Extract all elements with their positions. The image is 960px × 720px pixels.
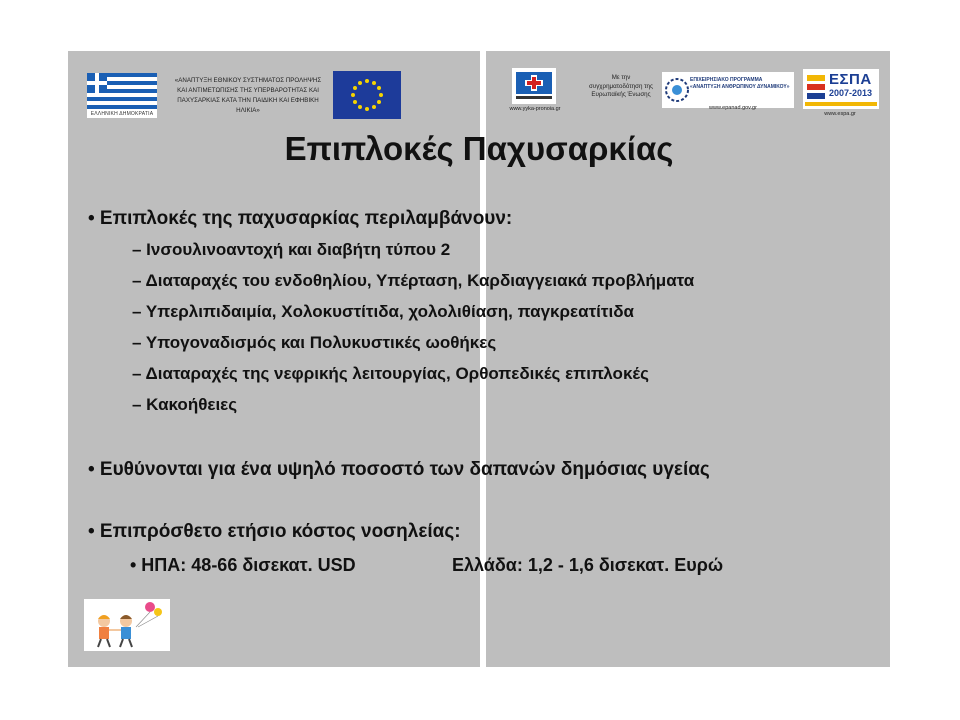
epan-logo — [662, 72, 794, 108]
espa-logo — [803, 69, 879, 109]
cofunding-text: Με την συγχρηματοδότηση της Ευρωπαϊκής Ένωσης — [589, 74, 653, 98]
espa-stripe — [805, 102, 877, 106]
cost-greece: Ελλάδα: 1,2 - 1,6 δισεκατ. Ευρώ — [452, 555, 724, 575]
eu-flag-icon — [333, 71, 401, 119]
espa-url: www.espa.gr — [824, 111, 856, 117]
program-title-text: «ΑΝΑΠΤΥΞΗ ΕΘΝΙΚΟΥ ΣΥΣΤΗΜΑΤΟΣ ΠΡΟΛΗΨΗΣ ΚΑΙ ΑΝΤΙΜΕΤΩΠΙΣΗΣ ΤΗΣ ΥΠΕΡΒΑΡΟΤΗΤΑΣ ΚΑΙ ΠΑΧΥΣΑΡΚΙΑΣ ΚΑΤΑ ΤΗΝ ΠΑΙΔΙΚΗ ΚΑΙ ΕΦΗΒΙΚΗ ΗΛΙΚΙΑ» — [174, 77, 322, 114]
sub-item-hypogonadism: – Υπογοναδισμός και Πολυκυστικές ωοθήκες — [132, 333, 497, 352]
greek-flag-icon — [87, 73, 157, 109]
sub-item-insulin: – Ινσουλινοαντοχή και διαβήτη τύπου 2 — [132, 240, 451, 259]
sub-item-malignancies: – Κακοήθειες — [132, 395, 238, 414]
ministry-url: www.yyka-pronoia.gr — [509, 106, 561, 112]
espa-word: ΕΣΠΑ — [829, 71, 872, 88]
sub-item-endothelium: – Διαταραχές του ενδοθηλίου, Υπέρταση, Καρδιαγγειακά προβλήματα — [132, 271, 695, 290]
eu-flag-logo — [333, 71, 401, 119]
bullet-complications: • Επιπλοκές της παχυσαρκίας περιλαμβάνουν: — [88, 208, 513, 229]
epan-emblem-icon — [664, 75, 690, 105]
bullet-public-health-cost: • Ευθύνονται για ένα υψηλό ποσοστό των δαπανών δημόσιας υγείας — [88, 459, 710, 480]
espa-emblem-icon — [805, 73, 827, 103]
epan-text: ΕΠΙΧΕΙΡΗΣΙΑΚΟ ΠΡΟΓΡΑΜΜΑ «ΑΝΑΠΤΥΞΗ ΑΝΘΡΩΠΙΝΟΥ ΔΥΝΑΜΙΚΟΥ» — [690, 77, 790, 90]
sub-item-hyperlipidemia: – Υπερλιπιδαιμία, Χολοκυστίτιδα, χολολιθίαση, παγκρεατίτιδα — [132, 302, 634, 321]
children-illustration — [84, 599, 170, 651]
slide-title: Επιπλοκές Παχυσαρκίας — [284, 130, 674, 167]
bullet-annual-cost: • Επιπρόσθετο ετήσιο κόστος νοσηλείας: — [88, 521, 461, 542]
cost-usa: • ΗΠΑ: 48-66 δισεκατ. USD — [130, 555, 356, 575]
ministry-logo — [512, 68, 556, 104]
ministry-cross-icon — [512, 68, 556, 104]
greek-flag-logo — [87, 73, 157, 118]
sub-item-renal: – Διαταραχές της νεφρικής λειτουργίας, Ορθοπεδικές επιπλοκές — [132, 364, 649, 383]
espa-years: 2007-2013 — [829, 88, 873, 98]
flag-caption: ΕΛΛΗΝΙΚΗ ΔΗΜΟΚΡΑΤΙΑ — [90, 111, 154, 117]
epan-url: www.epanad.gov.gr — [709, 105, 757, 111]
children-balloons-icon — [84, 599, 170, 651]
